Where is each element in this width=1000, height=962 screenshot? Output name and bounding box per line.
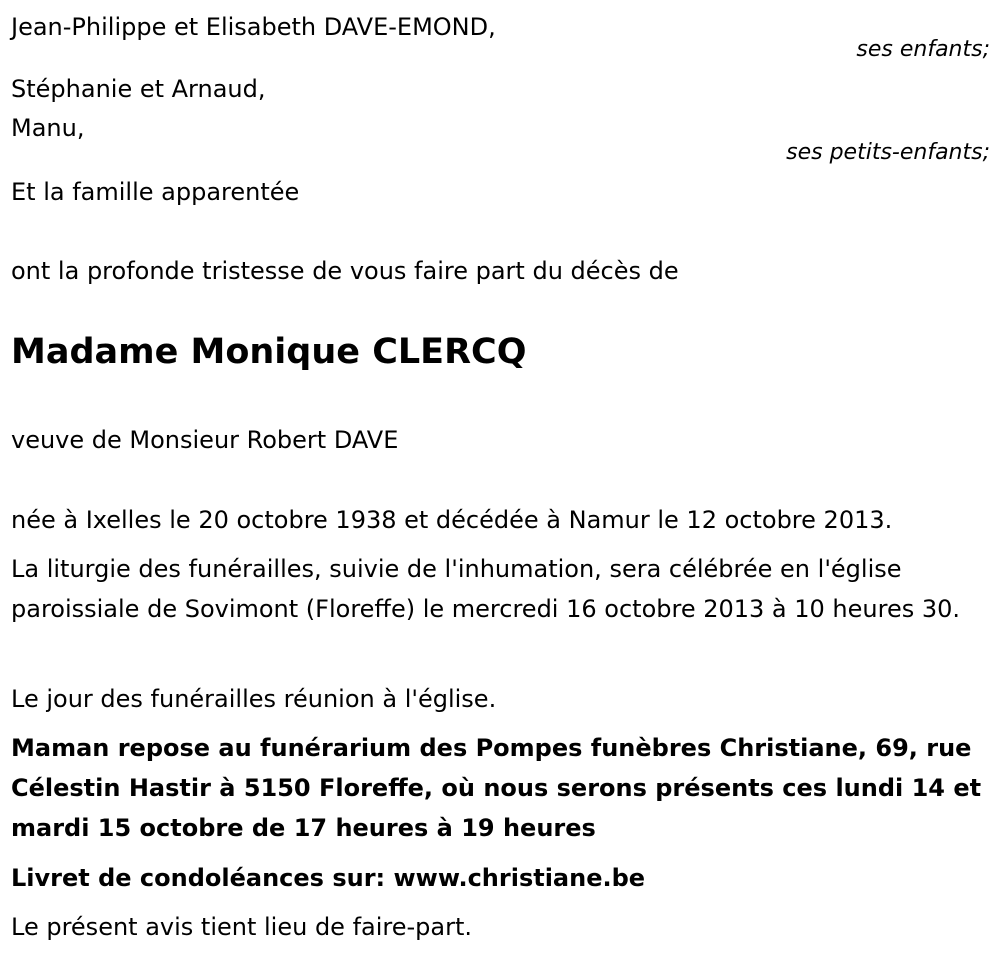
- grandchild-names-2: Manu,: [11, 114, 85, 142]
- relatives-line: Et la famille apparentée: [11, 178, 300, 206]
- children-names: Jean-Philippe et Elisabeth DAVE-EMOND,: [11, 13, 496, 41]
- announcement-line: ont la profonde tristesse de vous faire part du décès de: [11, 257, 679, 285]
- liturgy-paragraph: La liturgie des funérailles, suivie de l'inhumation, sera célébrée en l'église paroissiale de Sovimont (Floreffe) le mercredi 16 octobre 2013 à 10 heures 30.: [11, 555, 961, 623]
- funerarium-paragraph: Maman repose au funérarium des Pompes funèbres Christiane, 69, rue Célestin Hastir à 5150 Floreffe, où nous serons présents ces lundi 14 et mardi 15 octobre de 17 heures à 19 heures: [11, 734, 982, 842]
- widow-of-line: veuve de Monsieur Robert DAVE: [11, 426, 399, 454]
- grandchild-names-1: Stéphanie et Arnaud,: [11, 75, 266, 103]
- grandchildren-role: ses petits-enfants;: [786, 140, 990, 165]
- condolences-line: Livret de condoléances sur: www.christiane.be: [11, 864, 646, 892]
- birth-death-line: née à Ixelles le 20 octobre 1938 et décédée à Namur le 12 octobre 2013.: [11, 506, 893, 534]
- meeting-line: Le jour des funérailles réunion à l'église.: [11, 685, 497, 713]
- children-role: ses enfants;: [856, 37, 990, 62]
- notice-line: Le présent avis tient lieu de faire-part.: [11, 913, 473, 941]
- deceased-name: Madame Monique CLERCQ: [11, 332, 527, 372]
